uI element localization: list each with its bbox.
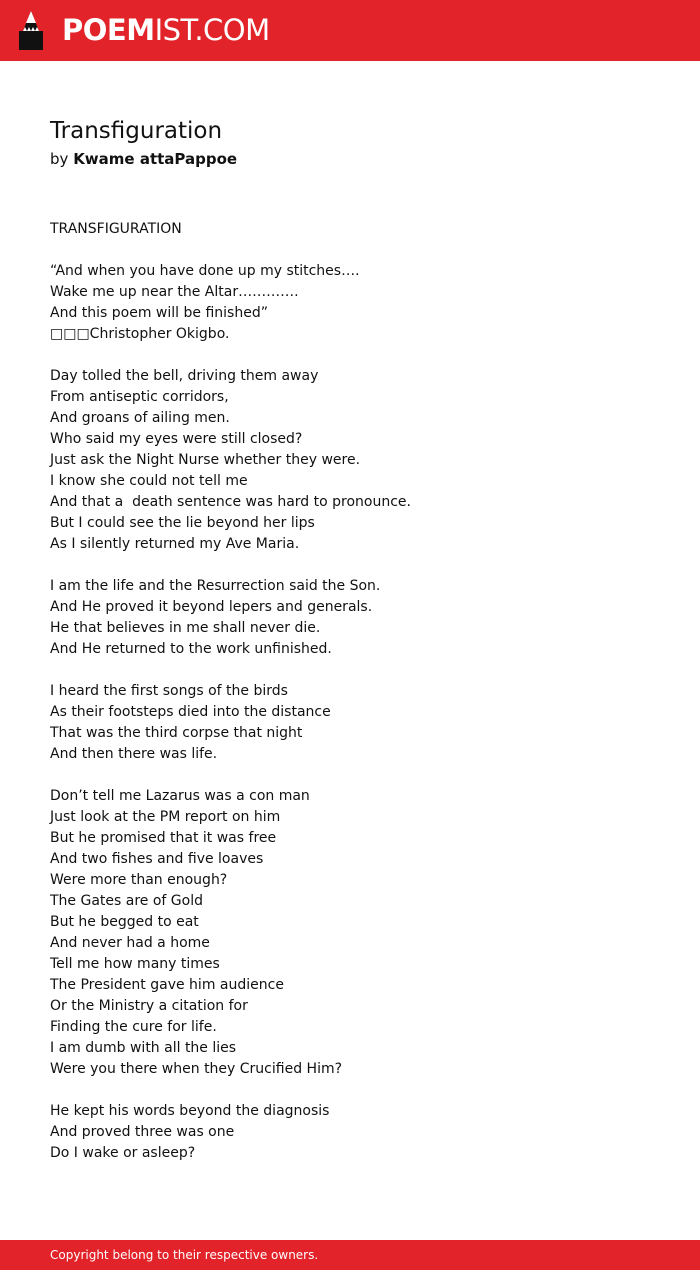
poem-line: As I silently returned my Ave Maria. (50, 536, 300, 552)
poem-line: Just look at the PM report on him (50, 809, 281, 825)
stanza-break (50, 765, 670, 786)
poem-line: And He proved it beyond lepers and generals. (50, 599, 373, 615)
poem-line: But he begged to eat (50, 914, 199, 930)
site-footer (0, 1240, 700, 1270)
site-header (0, 0, 700, 61)
poem-byline (50, 149, 237, 169)
poem-line: And this poem will be finished” (50, 305, 268, 321)
logo-bold-text: POEM (62, 13, 155, 47)
poem-line: Or the Ministry a citation for (50, 998, 248, 1014)
poem-line: The Gates are of Gold (50, 893, 203, 909)
poem-line: And that a death sentence was hard to pronounce. (50, 494, 411, 510)
stanza-break (50, 1080, 670, 1101)
poem-line: Tell me how many times (50, 956, 220, 972)
copyright-notice: Copyright belong to their respective owners. (50, 1248, 319, 1262)
poem-title: Transfiguration (50, 118, 223, 144)
poem-line: As their footsteps died into the distance (50, 704, 331, 720)
poem-line: From antiseptic corridors, (50, 389, 229, 405)
poem-line: I am dumb with all the lies (50, 1040, 237, 1056)
poem-line: I heard the first songs of the birds (50, 683, 288, 699)
poem-line: Were more than enough? (50, 872, 228, 888)
stanza-break (50, 240, 670, 261)
poem-line: I am the life and the Resurrection said the Son. (50, 578, 381, 594)
poem-line: Do I wake or asleep? (50, 1145, 196, 1161)
poem-line: □□□Christopher Okigbo. (50, 326, 230, 342)
pen-nib-icon[interactable] (17, 9, 45, 53)
poem-line: And then there was life. (50, 746, 218, 762)
poem-line: Just ask the Night Nurse whether they were. (50, 452, 361, 468)
stanza-break (50, 345, 670, 366)
site-logo[interactable] (62, 12, 270, 48)
logo-light-text: IST.COM (154, 13, 270, 47)
poem-line: Were you there when they Crucified Him? (50, 1061, 343, 1077)
poem-line: Who said my eyes were still closed? (50, 431, 303, 447)
poem-body (50, 219, 670, 1164)
poem-line: But he promised that it was free (50, 830, 277, 846)
poem-author: Kwame attaPappoe (73, 150, 238, 168)
stanza-break (50, 660, 670, 681)
poem-line: Don’t tell me Lazarus was a con man (50, 788, 310, 804)
poem-line: Wake me up near the Altar…………. (50, 284, 299, 300)
poem-line: And proved three was one (50, 1124, 235, 1140)
poem-line: “And when you have done up my stitches…. (50, 263, 360, 279)
poem-line: He kept his words beyond the diagnosis (50, 1103, 330, 1119)
poem-line: Day tolled the bell, driving them away (50, 368, 319, 384)
poem-line: And He returned to the work unfinished. (50, 641, 332, 657)
poem-line: Finding the cure for life. (50, 1019, 217, 1035)
by-label: by (50, 150, 69, 168)
poem-line: He that believes in me shall never die. (50, 620, 321, 636)
poem-line: And two fishes and five loaves (50, 851, 264, 867)
poem-line: And never had a home (50, 935, 210, 951)
stanza-break (50, 555, 670, 576)
poem-line: The President gave him audience (50, 977, 284, 993)
poem-line: I know she could not tell me (50, 473, 248, 489)
poem-line: But I could see the lie beyond her lips (50, 515, 315, 531)
poem-line: And groans of ailing men. (50, 410, 230, 426)
poem-line: That was the third corpse that night (50, 725, 303, 741)
poem-line: TRANSFIGURATION (50, 221, 182, 237)
